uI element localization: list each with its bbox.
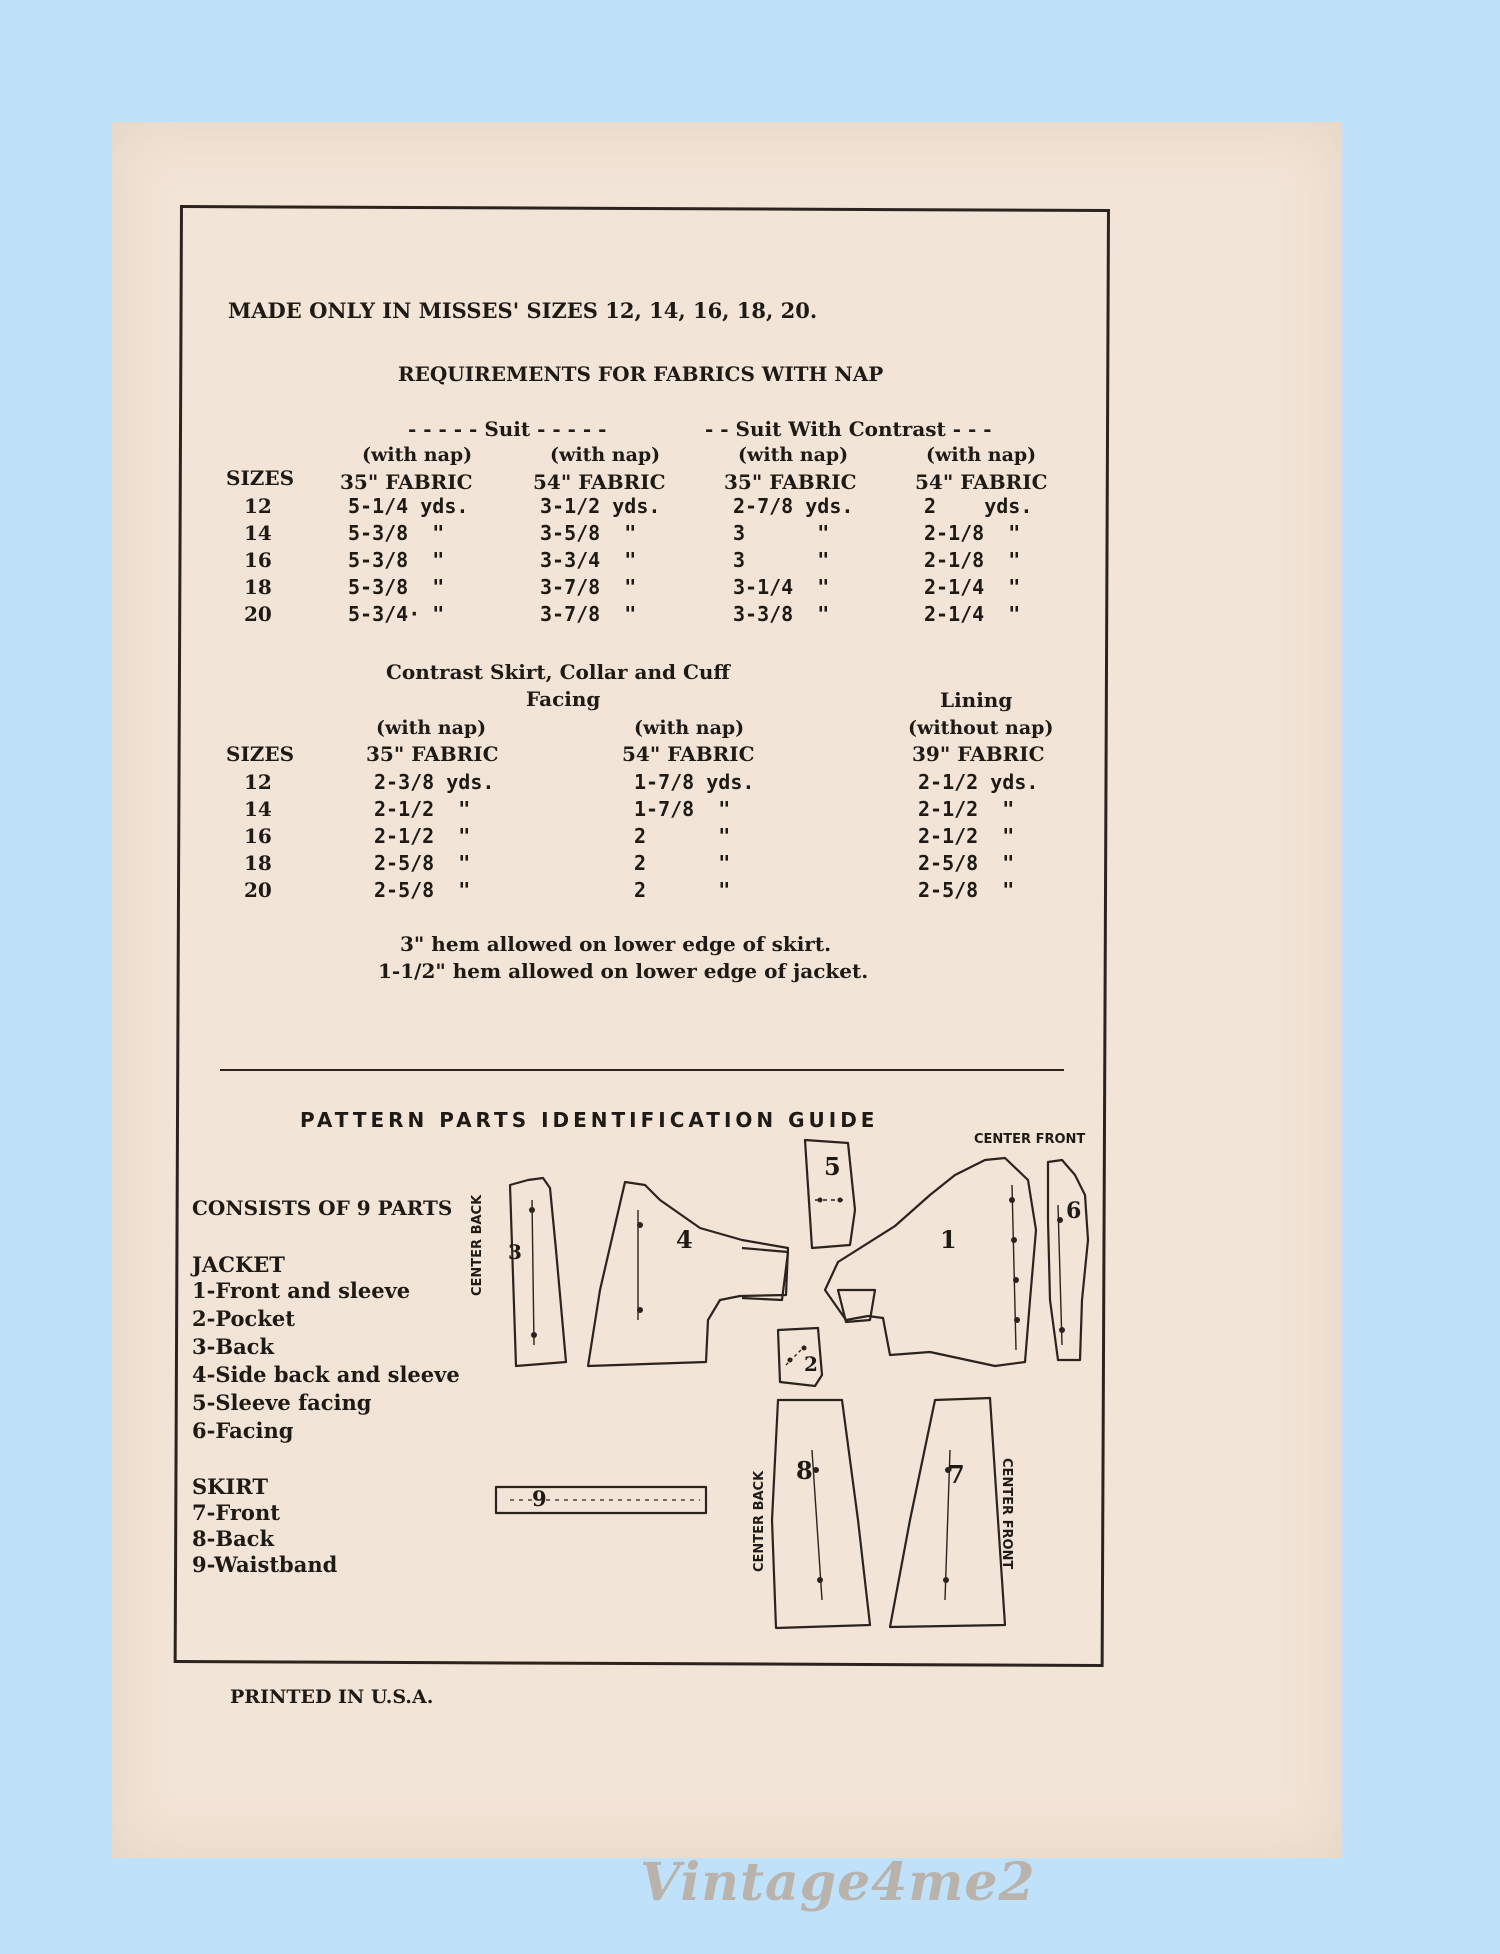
sizes-note: MADE ONLY IN MISSES' SIZES 12, 14, 16, 18, 20.: [228, 298, 818, 323]
t1-size-cell: 18: [244, 575, 272, 599]
t1-cell: 5-3/4· ": [348, 602, 445, 626]
jacket-heading: JACKET: [192, 1252, 285, 1277]
col1-fabric: 35" FABRIC: [340, 470, 473, 494]
jacket-part-item: 3-Back: [192, 1334, 275, 1359]
col4-fabric: 54" FABRIC: [915, 470, 1048, 494]
t1-cell: 3-7/8 ": [540, 602, 637, 626]
t2-cell: 2-5/8 ": [918, 851, 1015, 875]
t2-size-cell: 16: [244, 824, 272, 848]
piece-1-front-sleeve: [825, 1158, 1036, 1366]
t1-cell: 3-1/2 yds.: [540, 494, 661, 518]
t1-cell: 5-1/4 yds.: [348, 494, 469, 518]
t2-cell: 2-5/8 ": [374, 878, 471, 902]
t1-cell: 2-1/8 ": [924, 521, 1021, 545]
jacket-part-item: 6-Facing: [192, 1418, 294, 1443]
t2-cell: 2-1/2 yds.: [918, 770, 1039, 794]
piece-number-5: 5: [824, 1152, 841, 1181]
col1-nap: (with nap): [362, 444, 473, 466]
t1-cell: 5-3/8 ": [348, 521, 445, 545]
group-contrast-line1: Contrast Skirt, Collar and Cuff: [386, 660, 730, 684]
piece-number-8: 8: [796, 1456, 813, 1485]
t1-cell: 2 yds.: [924, 494, 1033, 518]
t2-cell: 2-5/8 ": [918, 878, 1015, 902]
t2-cell: 2-5/8 ": [374, 851, 471, 875]
t1-cell: 3 ": [733, 548, 830, 572]
piece-number-4: 4: [676, 1225, 693, 1254]
skirt-center-back-label: CENTER BACK: [752, 1470, 767, 1572]
t1-cell: 3-3/8 ": [733, 602, 830, 626]
piece-number-1: 1: [940, 1225, 957, 1254]
col2-nap: (with nap): [550, 444, 661, 466]
printed-in-usa: PRINTED IN U.S.A.: [230, 1686, 434, 1708]
skirt-heading: SKIRT: [192, 1474, 268, 1499]
group-contrast-line2: Facing: [526, 687, 601, 711]
jacket-part-item: 2-Pocket: [192, 1306, 295, 1331]
t1-size-cell: 14: [244, 521, 272, 545]
t2-size-cell: 12: [244, 770, 272, 794]
piece-number-9: 9: [532, 1486, 547, 1511]
hem-jacket-note: 1-1/2" hem allowed on lower edge of jacket.: [378, 959, 869, 983]
t2-cell: 2-1/2 ": [374, 824, 471, 848]
t2-cell: 2-1/2 ": [374, 797, 471, 821]
skirt-part-item: 9-Waistband: [192, 1552, 338, 1577]
t2-cell: 2-3/8 yds.: [374, 770, 495, 794]
piece-3-back: [510, 1178, 566, 1366]
shop-watermark: Vintage4me2: [640, 1852, 1036, 1913]
col4-nap: (with nap): [926, 444, 1037, 466]
piece-9-waistband: [496, 1487, 706, 1513]
jacket-part-item: 5-Sleeve facing: [192, 1390, 372, 1415]
t1-cell: 2-7/8 yds.: [733, 494, 854, 518]
jacket-part-item: 1-Front and sleeve: [192, 1278, 411, 1303]
center-front-label: CENTER FRONT: [974, 1132, 1086, 1147]
t1-cell: 5-3/8 ": [348, 548, 445, 572]
group-lining: Lining: [940, 688, 1013, 712]
t2-cell: 1-7/8 yds.: [634, 770, 755, 794]
piece-number-2: 2: [804, 1352, 818, 1376]
piece-number-6: 6: [1066, 1198, 1082, 1224]
requirements-title: REQUIREMENTS FOR FABRICS WITH NAP: [398, 362, 884, 386]
t2-size-cell: 18: [244, 851, 272, 875]
t2-cell: 2-1/2 ": [918, 824, 1015, 848]
parts-count: CONSISTS OF 9 PARTS: [192, 1196, 453, 1220]
t2-col1-nap: (with nap): [376, 717, 487, 739]
t1-size-cell: 16: [244, 548, 272, 572]
t2-cell: 2 ": [634, 851, 731, 875]
t1-size-cell: 12: [244, 494, 272, 518]
t2-size-cell: 20: [244, 878, 272, 902]
t1-cell: 3-3/4 ": [540, 548, 637, 572]
t2-cell: 2 ": [634, 824, 731, 848]
t1-cell: 3-5/8 ": [540, 521, 637, 545]
group-suit-contrast: - - Suit With Contrast - - -: [705, 417, 992, 441]
t2-cell: 2-1/2 ": [918, 797, 1015, 821]
piece-number-3: 3: [508, 1240, 522, 1264]
t1-cell: 5-3/8 ": [348, 575, 445, 599]
back-center-back-label: CENTER BACK: [470, 1194, 485, 1296]
piece-6-facing: [1048, 1160, 1088, 1360]
guide-title: PATTERN PARTS IDENTIFICATION GUIDE: [300, 1108, 879, 1132]
t2-col2-fabric: 54" FABRIC: [622, 742, 755, 766]
hem-skirt-note: 3" hem allowed on lower edge of skirt.: [400, 932, 832, 956]
piece-7-skirt-front: [890, 1398, 1005, 1627]
skirt-part-item: 7-Front: [192, 1500, 280, 1525]
t1-cell: 2-1/4 ": [924, 575, 1021, 599]
t2-size-cell: 14: [244, 797, 272, 821]
t2-sizes-header: SIZES: [226, 742, 295, 766]
group-suit: - - - - - Suit - - - - -: [408, 417, 607, 441]
t1-cell: 2-1/4 ": [924, 602, 1021, 626]
t1-size-cell: 20: [244, 602, 272, 626]
piece-number-7: 7: [948, 1460, 965, 1489]
t1-cell: 3-1/4 ": [733, 575, 830, 599]
col3-fabric: 35" FABRIC: [724, 470, 857, 494]
jacket-part-item: 4-Side back and sleeve: [192, 1362, 460, 1387]
t2-cell: 1-7/8 ": [634, 797, 731, 821]
t2-col3-fabric: 39" FABRIC: [912, 742, 1045, 766]
t1-cell: 2-1/8 ": [924, 548, 1021, 572]
skirt-center-front-label: CENTER FRONT: [999, 1458, 1014, 1570]
col3-nap: (with nap): [738, 444, 849, 466]
piece-8-skirt-back: [772, 1400, 870, 1628]
t1-cell: 3-7/8 ": [540, 575, 637, 599]
t2-col1-fabric: 35" FABRIC: [366, 742, 499, 766]
t1-cell: 3 ": [733, 521, 830, 545]
piece-4-side-back-sleeve: [588, 1182, 788, 1366]
t2-col2-nap: (with nap): [634, 717, 745, 739]
skirt-part-item: 8-Back: [192, 1526, 275, 1551]
t2-col3-nap: (without nap): [908, 717, 1054, 739]
sizes-header: SIZES: [226, 466, 295, 490]
t2-cell: 2 ": [634, 878, 731, 902]
col2-fabric: 54" FABRIC: [533, 470, 666, 494]
